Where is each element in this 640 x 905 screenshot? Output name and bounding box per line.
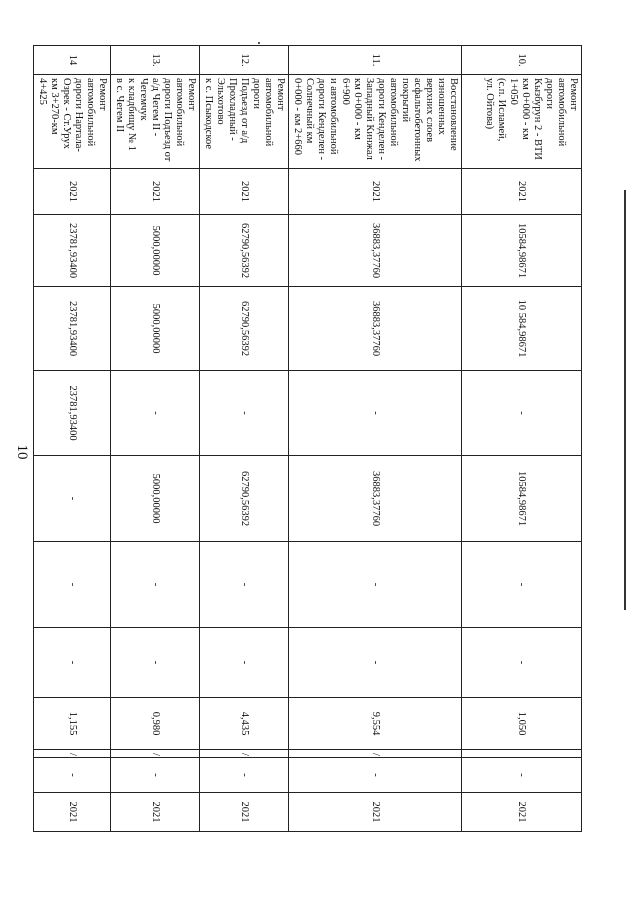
cell-year: 2021 bbox=[200, 169, 289, 215]
cell-no: 14 bbox=[34, 46, 111, 75]
cell-no: 12. bbox=[200, 46, 289, 75]
cell-c1: 23781,93400 bbox=[34, 215, 111, 287]
cell-c2: 5000,00000 bbox=[111, 287, 200, 371]
cell-c1: 5000,00000 bbox=[111, 215, 200, 287]
cell-c7: - bbox=[34, 758, 111, 793]
scan-speck bbox=[258, 42, 260, 44]
cell-end: 2021 bbox=[34, 793, 111, 832]
cell-end: 2021 bbox=[200, 793, 289, 832]
cell-c7: - bbox=[289, 758, 462, 793]
cell-year: 2021 bbox=[111, 169, 200, 215]
cell-c3: - bbox=[462, 371, 582, 456]
table-row bbox=[462, 46, 582, 832]
cell-c1: 62790,56392 bbox=[200, 215, 289, 287]
rotated-table-container bbox=[37, 45, 582, 823]
cell-name: Ремонт автомобильной дороги Кызбурун 2 - ВТИ км 0+000 - км 1+050 (с.п. Исламей, ул. Ойтова) bbox=[462, 75, 582, 169]
table-row bbox=[34, 46, 111, 832]
cell-c3: - bbox=[200, 371, 289, 456]
cell-c6: - bbox=[462, 628, 582, 698]
cell-c7: - bbox=[462, 758, 582, 793]
cell-c5: - bbox=[111, 542, 200, 628]
cell-sep: / bbox=[34, 750, 111, 758]
cell-c3: 23781,93400 bbox=[34, 371, 111, 456]
cell-c7: - bbox=[111, 758, 200, 793]
cell-c1: 10584,98671 bbox=[462, 215, 582, 287]
cell-c3: - bbox=[289, 371, 462, 456]
cell-c5: - bbox=[34, 542, 111, 628]
cell-c4: - bbox=[34, 456, 111, 542]
cell-end: 2021 bbox=[111, 793, 200, 832]
cell-km: 1,155 bbox=[34, 698, 111, 750]
cell-sep: / bbox=[111, 750, 200, 758]
cell-c6: - bbox=[200, 628, 289, 698]
cell-no: 11. bbox=[289, 46, 462, 75]
cell-name: Ремонт автомобильной дороги Подъезд от а/д Чегем II - Чегемчук к кладбищу № 1 в с. Чегем II bbox=[111, 75, 200, 169]
cell-c2: 36883,37760 bbox=[289, 287, 462, 371]
cell-c4: 5000,00000 bbox=[111, 456, 200, 542]
cell-c6: - bbox=[34, 628, 111, 698]
cell-no: 13. bbox=[111, 46, 200, 75]
cell-sep: / bbox=[200, 750, 289, 758]
cell-c5: - bbox=[289, 542, 462, 628]
page-number: 10 bbox=[14, 444, 30, 460]
cell-c2: 10 584,98671 bbox=[462, 287, 582, 371]
cell-year: 2021 bbox=[34, 169, 111, 215]
cell-km: 4,435 bbox=[200, 698, 289, 750]
cell-sep: / bbox=[289, 750, 462, 758]
cell-c4: 36883,37760 bbox=[289, 456, 462, 542]
cell-sep bbox=[462, 750, 582, 758]
table-row bbox=[111, 46, 200, 832]
cell-c2: 23781,93400 bbox=[34, 287, 111, 371]
cell-c4: 10584,98671 bbox=[462, 456, 582, 542]
cell-c2: 62790,56392 bbox=[200, 287, 289, 371]
cell-c6: - bbox=[111, 628, 200, 698]
roads-repair-table bbox=[33, 45, 582, 832]
cell-km: 1,050 bbox=[462, 698, 582, 750]
cell-name: Восстановление изношенных верхних слоев асфальтобетонных покрытий автомобильной дороги Кенделен - Западный Кинжал км 0+000 - км 6+900 и автомобильной дороги Кенделен - Солнечный км 0+000 - км 2+660 bbox=[289, 75, 462, 169]
scan-edge-line bbox=[624, 190, 626, 610]
cell-c7: - bbox=[200, 758, 289, 793]
cell-end: 2021 bbox=[289, 793, 462, 832]
cell-year: 2021 bbox=[289, 169, 462, 215]
cell-c6: - bbox=[289, 628, 462, 698]
cell-c5: - bbox=[462, 542, 582, 628]
cell-c3: - bbox=[111, 371, 200, 456]
table-row bbox=[200, 46, 289, 832]
cell-km: 0,980 bbox=[111, 698, 200, 750]
table-row bbox=[289, 46, 462, 832]
cell-km: 9,554 bbox=[289, 698, 462, 750]
cell-name: Ремонт автомобильной дороги Нартала- Озрек - Ст.Урух км 3+270-км 4+425 bbox=[34, 75, 111, 169]
cell-name: Ремонт автомобильной дороги Подъезд от а/д Прохладный - Эльхотово к с. Псыкодское bbox=[200, 75, 289, 169]
cell-c5: - bbox=[200, 542, 289, 628]
cell-c1: 36883,37760 bbox=[289, 215, 462, 287]
cell-no: 10. bbox=[462, 46, 582, 75]
cell-year: 2021 bbox=[462, 169, 582, 215]
cell-end: 2021 bbox=[462, 793, 582, 832]
cell-c4: 62790,56392 bbox=[200, 456, 289, 542]
